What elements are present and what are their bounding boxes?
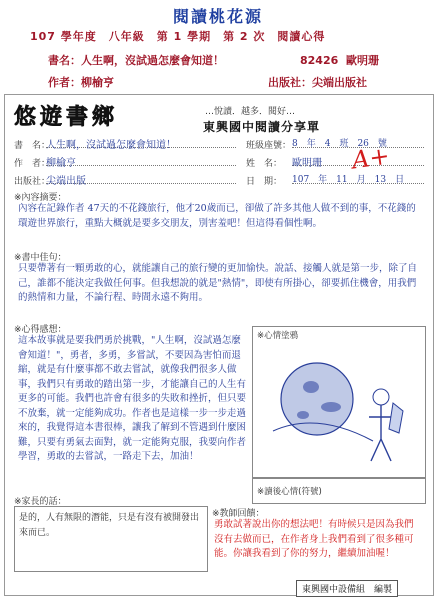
publisher-value: 尖端出版社 <box>312 76 367 89</box>
field-author-value: 柳榆亨 <box>46 154 236 166</box>
class-number: 82426 <box>300 54 339 67</box>
field-name-value: 歐明珊 <box>292 154 424 166</box>
mood-after-box <box>252 478 426 504</box>
quote-title: ※書中佳句： <box>14 253 67 263</box>
form-tagline: …悅讀．越多．閱好… <box>205 107 296 117</box>
field-class-value: 8 年 4 班 26 號 <box>292 136 424 148</box>
parent-title: ※家長的話： <box>14 497 67 507</box>
summary-text: 內容在記錄作者 47天的不花錢旅行，他才20歲而已，卻做了許多其他人做不到的事，不花錢的環遊世界旅行，重點大概就是要多交朋友，別害羞吧！但這得看個性啊。 <box>18 203 416 229</box>
field-book-label: 書 名： <box>14 141 51 151</box>
parent-text: 是的，人有無限的潛能，只是有沒有被開發出來而已。 <box>19 513 200 538</box>
grade-mark: A+ <box>350 141 392 175</box>
doodle-drawing <box>253 341 425 475</box>
page-title: 閱讀桃花源 <box>172 7 263 26</box>
mood-title: ※心情塗鴉 <box>257 331 299 341</box>
quote-text: 只要帶著有一顆勇敢的心，就能讓自己的旅行變的更加愉快。說話、接觸人就是第一步，除了自己，誰都不能決定我做任何事。但我想說的就是"熱情"，即使有所掛心，卻要抓住機會，用我們的熱情和力量，不論行程、時間永遠不夠用。 <box>18 263 418 303</box>
teacher-text: 勇敢試著說出你的想法吧！有時候只是因為我們沒有去做而已，在作者身上我們看到了很多種可能。你讓我看到了你的努力，繼續加油喔！ <box>214 519 414 559</box>
teacher-signature: 東興國中設備組 編製 <box>296 580 398 597</box>
field-class-label: 班級座號： <box>246 141 292 151</box>
form-banner: 悠遊書鄉 <box>14 105 119 130</box>
book-label: 書名： <box>48 54 81 67</box>
summary-title: ※內容摘要： <box>14 193 67 203</box>
field-date-value: 107 年 11 月 13 日 <box>292 172 424 184</box>
mood-after-title: ※讀後心情(符號) <box>257 487 322 497</box>
parent-box <box>14 506 208 572</box>
field-author-label: 作 者： <box>14 159 51 169</box>
form-org: 東興國中閱讀分享單 <box>203 120 321 134</box>
field-publisher-label: 出版社： <box>14 177 51 187</box>
reflection-title: ※心得感想： <box>14 325 67 335</box>
term-line: 107 學年度 八年級 第 1 學期 第 2 次 閱讀心得 <box>30 30 326 43</box>
author-label: 作者： <box>48 76 81 89</box>
book-row <box>48 52 224 68</box>
field-date-label: 日 期： <box>246 177 283 187</box>
field-book-value: 人生啊，沒試過怎麼會知道！ <box>46 136 236 148</box>
student-id-row <box>300 52 379 68</box>
author-row <box>48 74 114 90</box>
publisher-row <box>268 74 367 90</box>
publisher-label: 出版社： <box>268 76 312 89</box>
mood-doodle-box <box>252 326 426 478</box>
book-value: 人生啊，沒試過怎麼會知道！ <box>81 54 224 67</box>
student-name: 歐明珊 <box>345 54 379 67</box>
field-publisher-value: 尖端出版 <box>46 172 236 184</box>
teacher-title: ※教師回饋： <box>212 509 265 519</box>
author-value: 柳榆亨 <box>81 76 114 89</box>
field-name-label: 姓 名： <box>246 159 283 169</box>
reflection-text: 這本故事就是要我們勇於挑戰，"人生啊，沒試過怎麼會知道！"，勇者，多勇，多嘗試，不要因為害怕而退縮，就是有什麼事都不敢去嘗試，就像我們很多人做事，我們只有勇敢的踏出第一步，才能讓自己的人生有更多的可能。我們也許會有很多的失敗和挫折，但只要不放棄，就一定能夠成功。作者也是這樣一步一步走過來的，我覺得這本書很棒，讓我了解到不管遇到什麼困難，只要有勇氣去面對，就一定能夠克服，我要向作者學習，勇敢的去嘗試，一路走下去，加油！ <box>18 335 246 462</box>
